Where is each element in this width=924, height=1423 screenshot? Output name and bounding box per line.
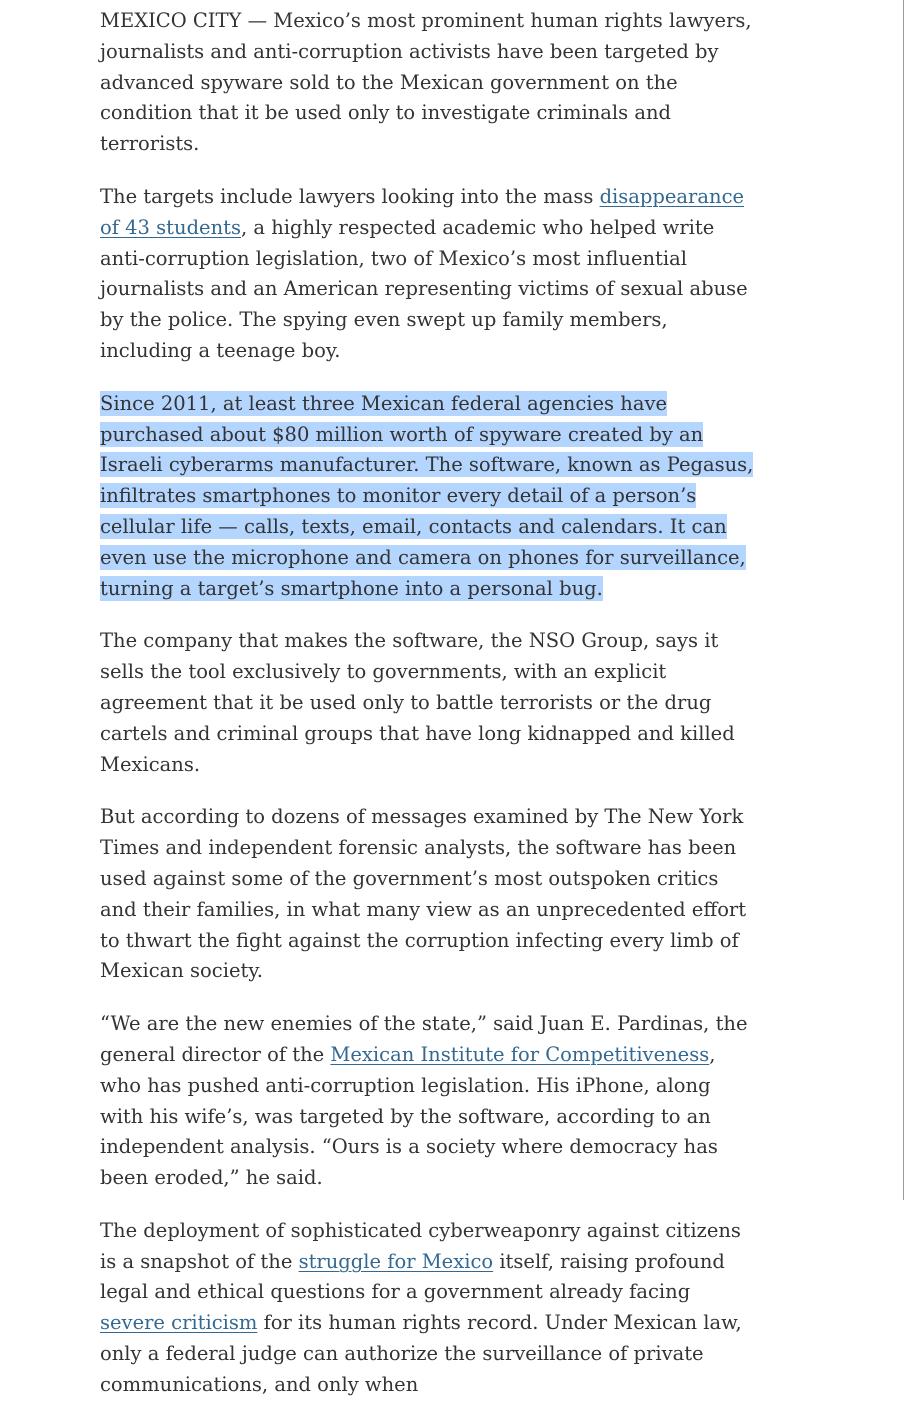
cyberweaponry-text-middle: itself, raising profound legal and ethical questions for a government already facing <box>100 1249 725 1304</box>
paragraph-messages-examined <box>100 802 760 987</box>
link-mexican-institute-for-competitiveness[interactable]: Mexican Institute for Competitiveness <box>330 1042 710 1066</box>
article-body <box>100 6 760 1423</box>
link-disappearance-of-43-students[interactable]: disappearance of 43 students <box>100 184 745 239</box>
link-severe-criticism[interactable]: severe criticism <box>100 1311 258 1335</box>
nso-group-text: The company that makes the software, the NSO Group, says it sells the tool exclusively to governments, with an explicit agreement that it be used only to battle terrorists or the drug cartels and criminal groups that have long kidnapped and killed Mexicans. <box>100 629 735 776</box>
cyberweaponry-text-end: for its human rights record. Under Mexican law, only a federal judge can authorize the surveillance of private communications, and only when <box>100 1311 742 1396</box>
page-edge-rule <box>903 0 904 1200</box>
messages-examined-text: But according to dozens of messages examined by The New York Times and independent forensic analysts, the software has been used against some of the government’s most outspoken critics and their families, in what many view as an unprecedented effort to thwart the fight against the corruption infecting every limb of Mexican society. <box>100 805 747 983</box>
paragraph-targets <box>100 182 760 367</box>
targets-text-end: , a highly respected academic who helped write anti-corruption legislation, two of Mexico’s most influential journalists and an American representing victims of sexual abuse by the police. The spying even swept up family members, including a teenage boy. <box>100 215 748 362</box>
paragraph-pardinas-quote <box>100 1009 760 1194</box>
lede-text: MEXICO CITY — Mexico’s most prominent human rights lawyers, journalists and anti-corruption activists have been targeted by advanced spyware sold to the Mexican government on the condition that it be used only to investigate criminals and terrorists. <box>100 9 752 156</box>
paragraph-highlighted-spyware <box>100 389 760 605</box>
link-struggle-for-mexico[interactable]: struggle for Mexico <box>298 1249 494 1273</box>
cyberweaponry-text-start: The deployment of sophisticated cyberweaponry against citizens is a snapshot of the <box>100 1218 741 1273</box>
paragraph-cyberweaponry <box>100 1216 760 1401</box>
selected-text-highlight: Since 2011, at least three Mexican federal agencies have purchased about $80 million worth of spyware created by an Israeli cyberarms manufacturer. The software, known as Pegasus, infiltrates smartphones to monitor every detail of a person’s cellular life — calls, texts, email, contacts and calendars. It can even use the microphone and camera on phones for surveillance, turning a target’s smartphone into a personal bug. <box>100 391 754 600</box>
paragraph-lede <box>100 6 760 160</box>
paragraph-nso-group <box>100 626 760 780</box>
targets-text-start: The targets include lawyers looking into the mass <box>100 184 600 208</box>
pardinas-text-end: , who has pushed anti-corruption legislation. His iPhone, along with his wife’s, was targeted by the software, according to an independent analysis. “Ours is a society where democracy has been eroded,” he said. <box>100 1042 718 1190</box>
pardinas-text-start: “We are the new enemies of the state,” said Juan E. Pardinas, the general director of the <box>100 1012 748 1066</box>
